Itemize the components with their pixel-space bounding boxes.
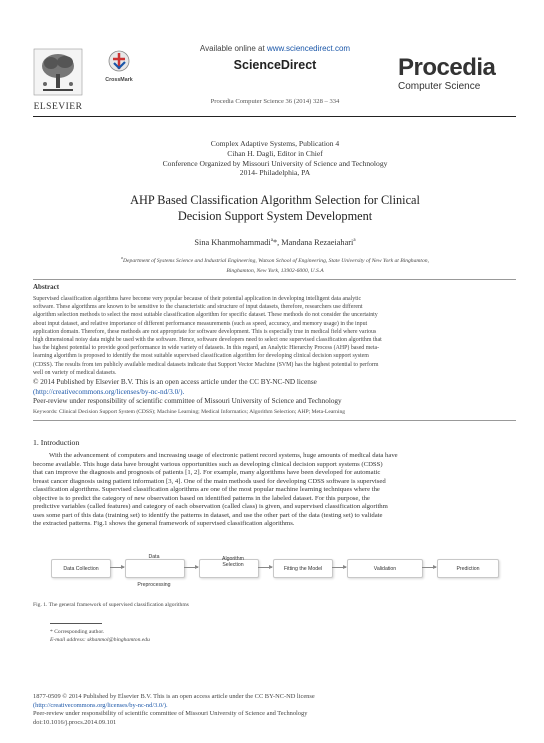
- abstract-line: (CDSS). The results from ten publicly available medical datasets indicate that Support Vector Machine (SVM) has the highest potential to perform: [33, 361, 379, 368]
- keywords: Keywords: Clinical Decision Support System (CDSS); Machine Learning; Medical Informatics; Algorithm Selection; AHP; Meta-Learning: [33, 409, 346, 415]
- copyright-line: © 2014 Published by Elsevier B.V. This is an open access article under the CC BY-NC-ND license: [33, 378, 317, 386]
- conference-info: [120, 139, 430, 178]
- step-fitting-model: Fitting the Model: [273, 559, 333, 578]
- available-online: Available online at www.sciencedirect.com: [199, 44, 351, 53]
- intro-line: With the advancement of computers and increasing usage of electronic patient record systems, huge amounts of medical data have: [49, 452, 398, 459]
- abstract-line: Supervised classification algorithms have become very popular because of their potential application in developing intelligent data analytic: [33, 296, 362, 302]
- authors: Sina Khanmohammadi$^a$*, Mandana Rezaeiahari$^a$: [194, 238, 356, 247]
- footnote-rule: [50, 623, 102, 624]
- procedia-logo: [398, 55, 513, 93]
- sciencedirect-title: ScienceDirect: [233, 58, 317, 72]
- step-algorithm-selection-label: Algorithm Selection: [222, 556, 244, 569]
- copyright-block: [33, 378, 516, 407]
- section-heading: 1. Introduction: [33, 438, 80, 447]
- footer-doi: doi:10.1016/j.procs.2014.09.101: [33, 718, 117, 726]
- step-data-preprocessing: [125, 559, 185, 578]
- intro-line: breast cancer diagnosis using patient information [3, 4]. One of the main methods used for developing CDSS software is supervised: [33, 477, 386, 485]
- intro-line: become available. This huge data have brought various opportunities such as developing clinical decision support systems (CDSS): [33, 460, 383, 468]
- license-link[interactable]: (http://creativecommons.org/licenses/by-nc-nd/3.0/).: [33, 387, 185, 396]
- abstract-body: [33, 295, 516, 377]
- intro-line: classification algorithms. Supervised classification algorithms are one of the most popular machine learning techniques where the: [33, 486, 380, 493]
- sciencedirect-link[interactable]: www.sciencedirect.com: [266, 44, 351, 53]
- crossmark-badge[interactable]: [104, 50, 134, 83]
- abstract-bottom-rule: [33, 420, 516, 421]
- flow-arrow: [184, 567, 198, 568]
- abstract-line: software. These algorithms are known to be sensitive to the characteristic and structure of input datasets, therefore, researchers use different: [33, 304, 363, 311]
- abstract-line: about input dataset, and relative importance of different performance measurements (such as speed, accuracy, and memory usage) in the input: [33, 320, 368, 327]
- conference-line: 2014- Philadelphia, PA: [239, 168, 311, 178]
- abstract-heading: Abstract: [33, 283, 60, 291]
- title-line: Decision Support System Development: [177, 208, 373, 223]
- figure-caption: Fig. 1. The general framework of supervised classification algorithms: [33, 602, 189, 608]
- footer-peer-review: Peer-review under responsibility of scientific committee of Missouri University of Science and Technology: [33, 710, 308, 717]
- elsevier-wordmark: ELSEVIER: [33, 102, 83, 112]
- peer-review-line: Peer-review under responsibility of scientific committee of Missouri University of Science and Technology: [33, 397, 342, 405]
- affiliation-line-2: Binghamton, New York, 13902-6000, U.S.A: [226, 267, 324, 274]
- intro-line: the extracted patterns. Fig.1 shows the general framework of supervised classification algorithms.: [33, 520, 295, 527]
- intro-line: uses some part of this data (training set) to identify the patterns in dataset, and use the other part of the data (testing set) to validate: [33, 511, 383, 519]
- step-data-collection: Data Collection: [51, 559, 111, 578]
- footer-license-link[interactable]: (http://creativecommons.org/licenses/by-nc-nd/3.0/).: [33, 701, 168, 709]
- page-footer: [33, 693, 516, 727]
- abstract-line: well on variety of medical datasets.: [33, 369, 117, 376]
- affiliation: [45, 253, 505, 276]
- procedia-title: Procedia: [398, 54, 496, 81]
- corresponding-author: * Corresponding author.: [50, 629, 105, 635]
- flow-arrow: [332, 567, 346, 568]
- elsevier-tree-icon: [33, 48, 83, 96]
- preprocessing-label: Preprocessing: [137, 582, 171, 588]
- title-line: AHP Based Classification Algorithm Selection for Clinical: [130, 193, 420, 207]
- step-data-label: Data: [148, 554, 160, 560]
- footer-issn: 1877-0509 © 2014 Published by Elsevier B.V. This is an open access article under the CC BY-NC-ND license: [33, 693, 315, 700]
- elsevier-logo: [33, 48, 83, 112]
- flow-arrow: [258, 567, 272, 568]
- conference-line: Conference Organized by Missouri University of Science and Technology: [162, 158, 388, 168]
- abstract-line: high dimensional noisy data might be used with the software. Hence, software developers need to select one supervised classification algorithm that: [33, 337, 382, 344]
- footnote: [50, 628, 150, 645]
- paper-title: [60, 193, 490, 224]
- crossmark-label: CrossMark: [105, 77, 133, 83]
- affiliation-line-1: $^a$Department of Systems Science and Industrial Engineering, Watson School of Engineering, State University of New York at Binghamton,: [121, 255, 429, 264]
- abstract-line: has the highest potential to provide good performance in wide variety of datasets. In this regard, an Analytic Hierarchy Process (AHP) based meta-: [33, 345, 380, 352]
- abstract-top-rule: [33, 279, 516, 280]
- flow-arrow: [110, 567, 124, 568]
- header-rule: [33, 116, 516, 117]
- intro-body: [33, 452, 516, 529]
- intro-line: that can improve the diagnosis and prognosis of patients [1, 2]. For example, many algorithms have been developed for automatic: [33, 469, 381, 476]
- step-prediction: Prediction: [437, 559, 499, 578]
- flow-arrow: [422, 567, 436, 568]
- abstract-line: application domain. Therefore, these methods are not appropriate for software development. This is especially true in medical field where various: [33, 328, 377, 335]
- step-validation: Validation: [347, 559, 423, 578]
- abstract-line: algorithm selection methods to select the most suitable classification algorithm for specific dataset. These methods do not consider the uncertainty: [33, 312, 378, 319]
- crossmark-icon: [108, 50, 130, 72]
- procedia-subtitle: Computer Science: [398, 81, 481, 92]
- conference-line: Cihan H. Dagli, Editor in Chief: [227, 148, 323, 158]
- email-address: E-mail address: skhanmol@binghamton.edu: [50, 637, 150, 644]
- intro-line: predictive variables (called features) and category of each observation (called class) is given, and supervised classification algorithm: [33, 503, 388, 510]
- abstract-line: learning algorithm is proposed to identify the most suitable supervised classification algorithm for developing clinical decision support system: [33, 353, 369, 360]
- conference-line: Complex Adaptive Systems, Publication 4: [210, 139, 340, 148]
- journal-reference: Procedia Computer Science 36 (2014) 328 – 334: [210, 98, 340, 105]
- intro-line: objective is to predict the category of new observation based on identified patterns in the labeled dataset. For this purpose, the: [33, 494, 370, 502]
- figure-1: [33, 550, 516, 600]
